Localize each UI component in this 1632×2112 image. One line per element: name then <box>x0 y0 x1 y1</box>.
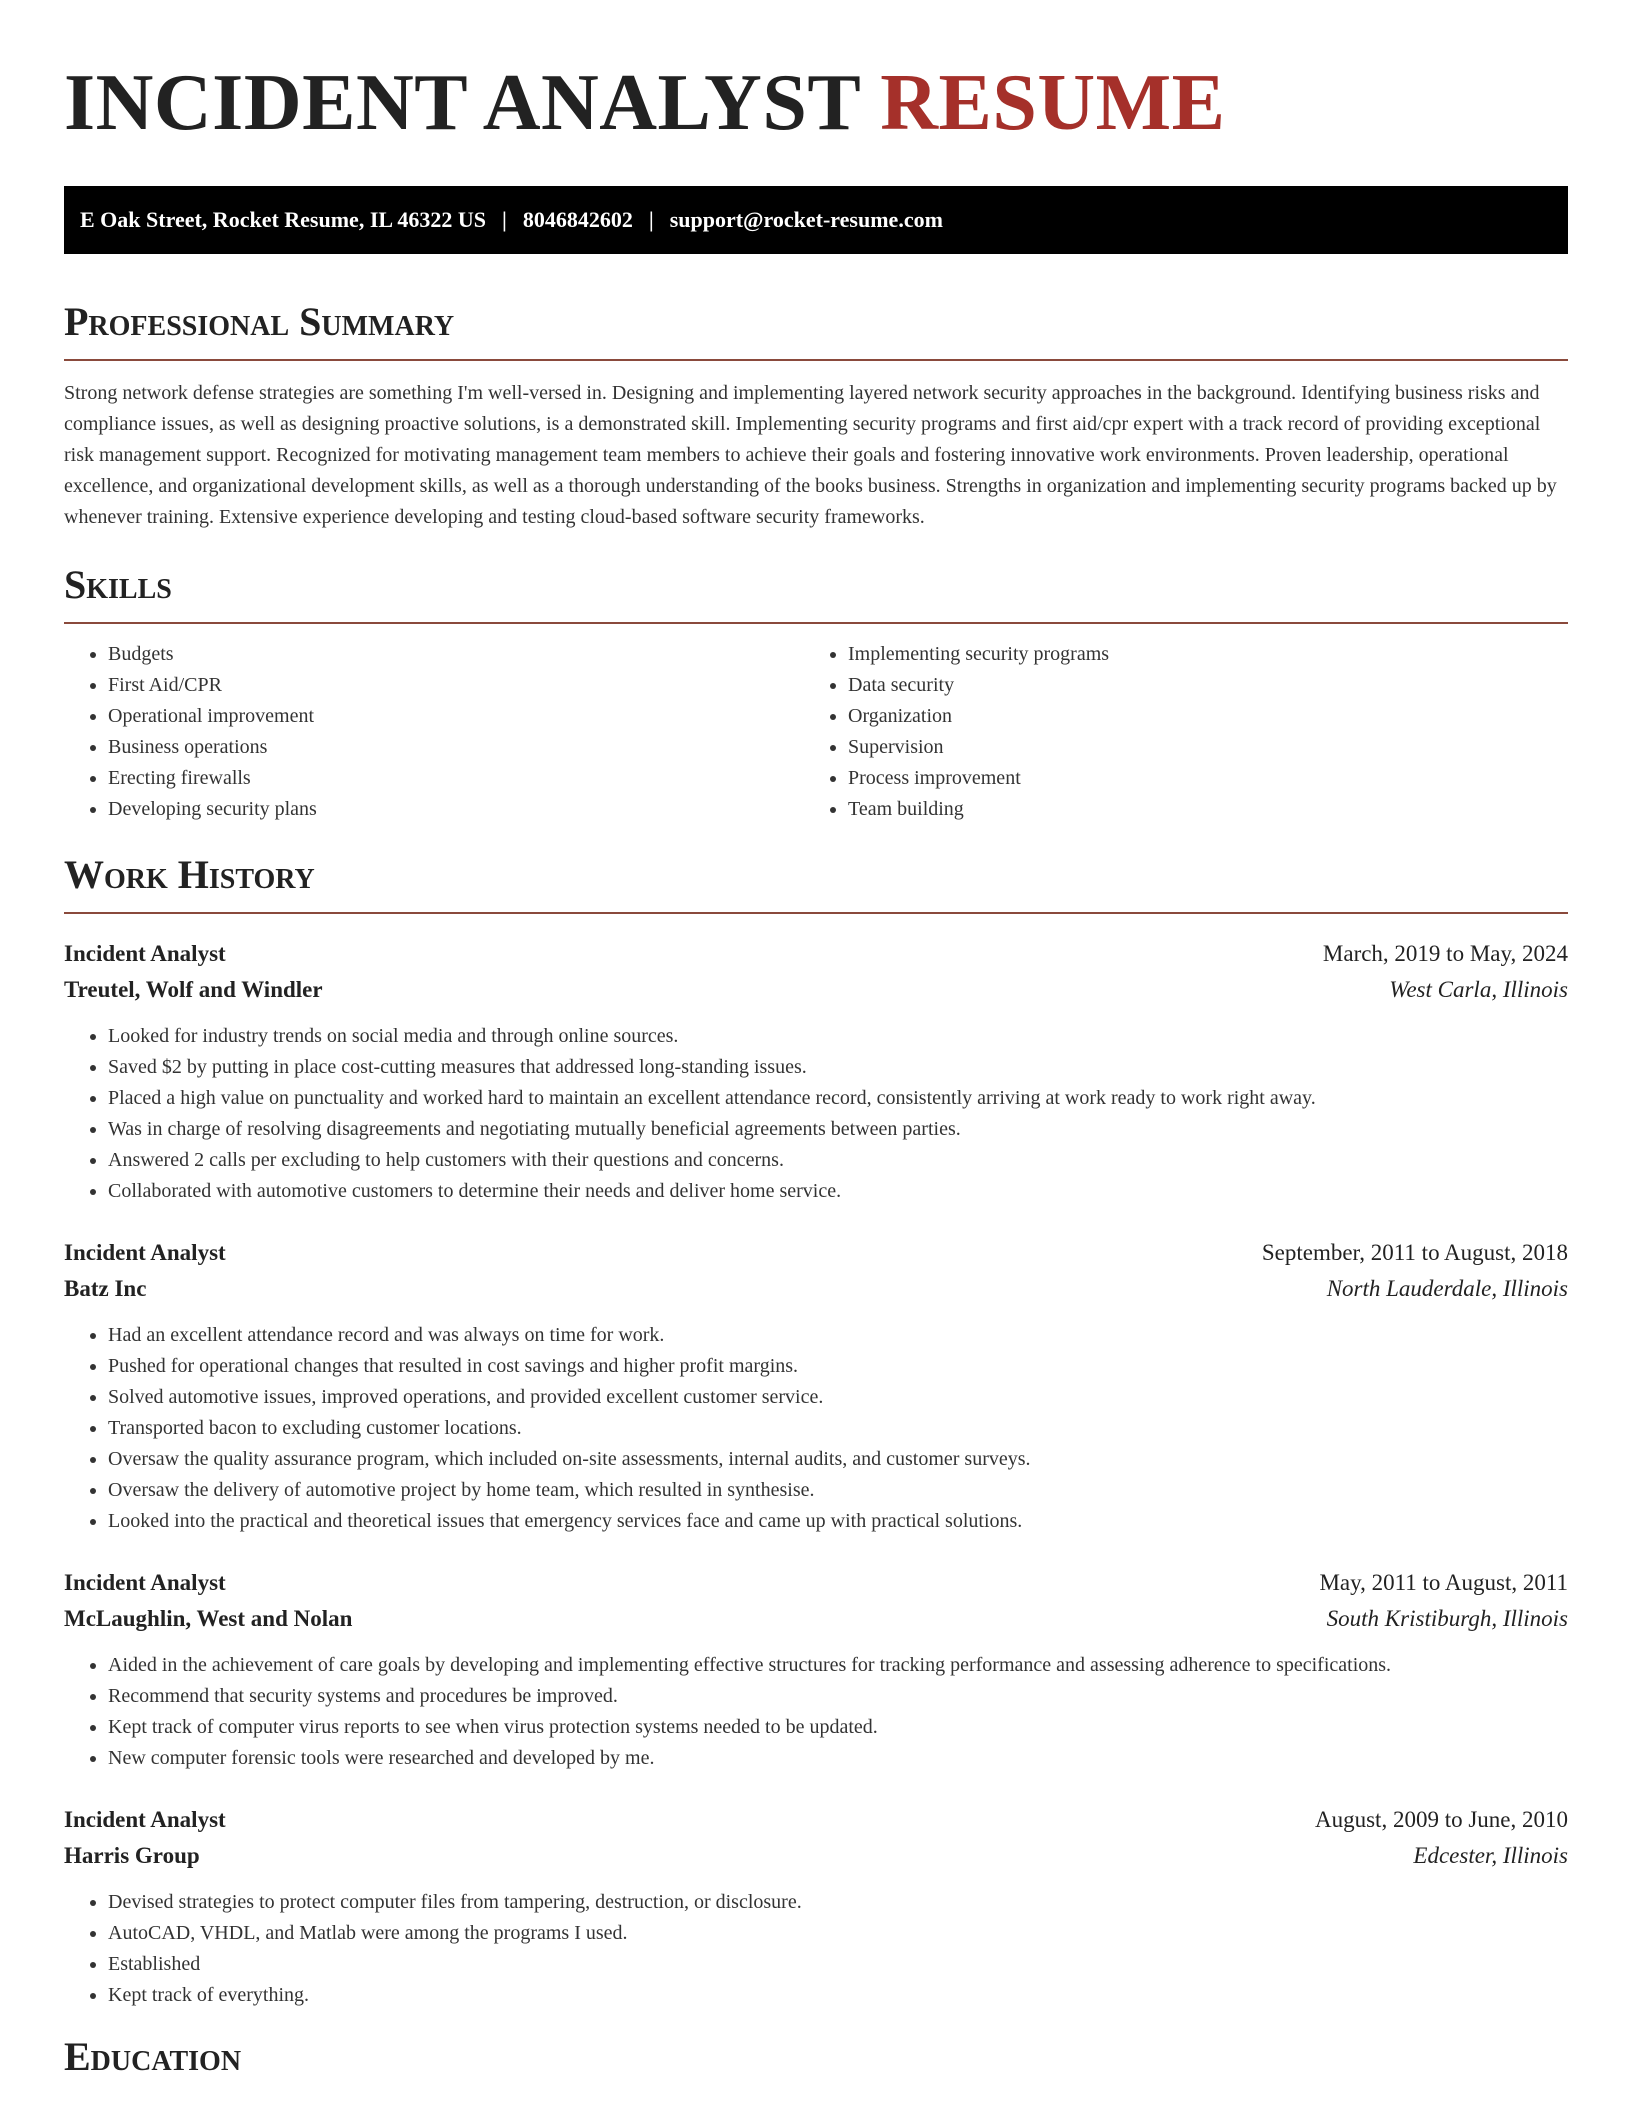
job-company: Batz Inc <box>64 1276 147 1301</box>
contact-separator: | <box>501 207 507 232</box>
job-title: Incident Analyst <box>64 1570 226 1595</box>
job-bullets <box>64 1887 1568 2011</box>
job-bullet: • Transported bacon to excluding customer locations. <box>108 1413 1568 1444</box>
job-bullet: • Oversaw the delivery of automotive project by home team, which resulted in synthesise. <box>108 1475 1568 1506</box>
skill-item: • Data security <box>848 670 1568 701</box>
job-bullets <box>64 1021 1568 1207</box>
job-bullet: • Oversaw the quality assurance program, which included on-site assessments, internal audits, and customer surveys. <box>108 1444 1568 1475</box>
skill-item: • Implementing security programs <box>848 639 1568 670</box>
skills-list <box>64 639 1568 825</box>
job-dates: September, 2011 to August, 2018 <box>1261 1240 1568 1265</box>
contact-separator: | <box>648 207 654 232</box>
job-bullet: • Aided in the achievement of care goals by developing and implementing effective structures for tracking performance and assessing adherence to specifications. <box>108 1650 1568 1681</box>
job-header-row <box>64 1235 1568 1271</box>
job-bullet: • Answered 2 calls per excluding to help customers with their questions and concerns. <box>108 1145 1568 1176</box>
name-accent-text: RESUME <box>880 59 1226 147</box>
skills-column-right <box>804 639 1568 825</box>
job-dates: August, 2009 to June, 2010 <box>1315 1807 1568 1832</box>
skill-item: • First Aid/CPR <box>108 670 804 701</box>
work-history-section-title: Work History <box>64 852 315 897</box>
name-main-text: INCIDENT ANALYST <box>64 59 860 147</box>
contact-address: E Oak Street, Rocket Resume, IL 46322 US <box>80 207 486 232</box>
job-bullet: • Established <box>108 1949 1568 1980</box>
skill-item: • Team building <box>848 794 1568 825</box>
summary-text: Strong network defense strategies are something I'm well-versed in. Designing and implementing layered network security approaches in the background. Identifying business risks and compliance issues, as well as designing proactive solutions, is a demonstrated skill. Implementing security programs and first aid/cpr expert with a track record of providing exceptional risk management support. Recognized for motivating management team members to achieve their goals and fostering innovative work environments. Proven leadership, operational excellence, and organizational development skills, as well as a thorough understanding of the books business. Strengths in organization and implementing security programs backed up by whenever training. Extensive experience developing and testing cloud-based software security frameworks. <box>64 382 1557 528</box>
skill-item: • Erecting firewalls <box>108 763 804 794</box>
skill-item: • Operational improvement <box>108 701 804 732</box>
job-header-row <box>64 1802 1568 1838</box>
job-bullets <box>64 1320 1568 1537</box>
job-company: McLaughlin, West and Nolan <box>64 1606 353 1631</box>
job-bullet: • Kept track of computer virus reports to see when virus protection systems needed to be updated. <box>108 1712 1568 1743</box>
job-bullet: • Looked into the practical and theoretical issues that emergency services face and came up with practical solutions. <box>108 1506 1568 1537</box>
skill-item: • Process improvement <box>848 763 1568 794</box>
skill-item: • Organization <box>848 701 1568 732</box>
job-bullets <box>64 1650 1568 1774</box>
section-divider <box>64 912 1568 914</box>
job-bullet: • Placed a high value on punctuality and worked hard to maintain an excellent attendance record, consistently arriving at work ready to work right away. <box>108 1083 1568 1114</box>
job-company-row <box>64 972 1568 1008</box>
job-location: South Kristiburgh, Illinois <box>1326 1606 1568 1631</box>
job-company-row <box>64 1271 1568 1307</box>
job-bullet: • Pushed for operational changes that resulted in cost savings and higher profit margins. <box>108 1351 1568 1382</box>
job-location: Edcester, Illinois <box>1413 1843 1568 1868</box>
job-title: Incident Analyst <box>64 1807 226 1832</box>
skills-column-left <box>64 639 804 825</box>
job-company: Harris Group <box>64 1843 200 1868</box>
resume-name-heading <box>64 0 1568 148</box>
job-location: North Lauderdale, Illinois <box>1326 1276 1568 1301</box>
job-header-row <box>64 1565 1568 1601</box>
job-title: Incident Analyst <box>64 1240 226 1265</box>
job-company: Treutel, Wolf and Windler <box>64 977 323 1002</box>
job-bullet: • New computer forensic tools were researched and developed by me. <box>108 1743 1568 1774</box>
contact-email: support@rocket-resume.com <box>669 207 943 232</box>
contact-phone: 8046842602 <box>522 207 633 232</box>
job-bullet: • Had an excellent attendance record and was always on time for work. <box>108 1320 1568 1351</box>
job-bullet: • Kept track of everything. <box>108 1980 1568 2011</box>
job-company-row <box>64 1601 1568 1637</box>
section-divider <box>64 622 1568 624</box>
job-entry <box>64 936 1568 1207</box>
job-bullet: • Devised strategies to protect computer files from tampering, destruction, or disclosure. <box>108 1887 1568 1918</box>
contact-bar <box>64 186 1568 254</box>
job-bullet: • Saved $2 by putting in place cost-cutting measures that addressed long-standing issues. <box>108 1052 1568 1083</box>
job-entry <box>64 1565 1568 1774</box>
skill-item: • Business operations <box>108 732 804 763</box>
job-bullet: • Recommend that security systems and procedures be improved. <box>108 1681 1568 1712</box>
skills-section-title: Skills <box>64 562 172 607</box>
job-dates: March, 2019 to May, 2024 <box>1322 941 1568 966</box>
education-section-title: Education <box>64 2034 242 2079</box>
job-bullet: • AutoCAD, VHDL, and Matlab were among the programs I used. <box>108 1918 1568 1949</box>
job-location: West Carla, Illinois <box>1389 977 1568 1002</box>
job-title: Incident Analyst <box>64 941 226 966</box>
job-entry <box>64 1235 1568 1537</box>
section-divider <box>64 359 1568 361</box>
job-dates: May, 2011 to August, 2011 <box>1319 1570 1568 1595</box>
job-header-row <box>64 936 1568 972</box>
skill-item: • Budgets <box>108 639 804 670</box>
job-bullet: • Looked for industry trends on social media and through online sources. <box>108 1021 1568 1052</box>
skill-item: • Developing security plans <box>108 794 804 825</box>
job-company-row <box>64 1838 1568 1874</box>
job-bullet: • Collaborated with automotive customers to determine their needs and deliver home service. <box>108 1176 1568 1207</box>
job-bullet: • Solved automotive issues, improved operations, and provided excellent customer service. <box>108 1382 1568 1413</box>
skill-item: • Supervision <box>848 732 1568 763</box>
summary-section-title: Professional Summary <box>64 299 455 344</box>
job-bullet: • Was in charge of resolving disagreements and negotiating mutually beneficial agreements between parties. <box>108 1114 1568 1145</box>
job-entry <box>64 1802 1568 2011</box>
